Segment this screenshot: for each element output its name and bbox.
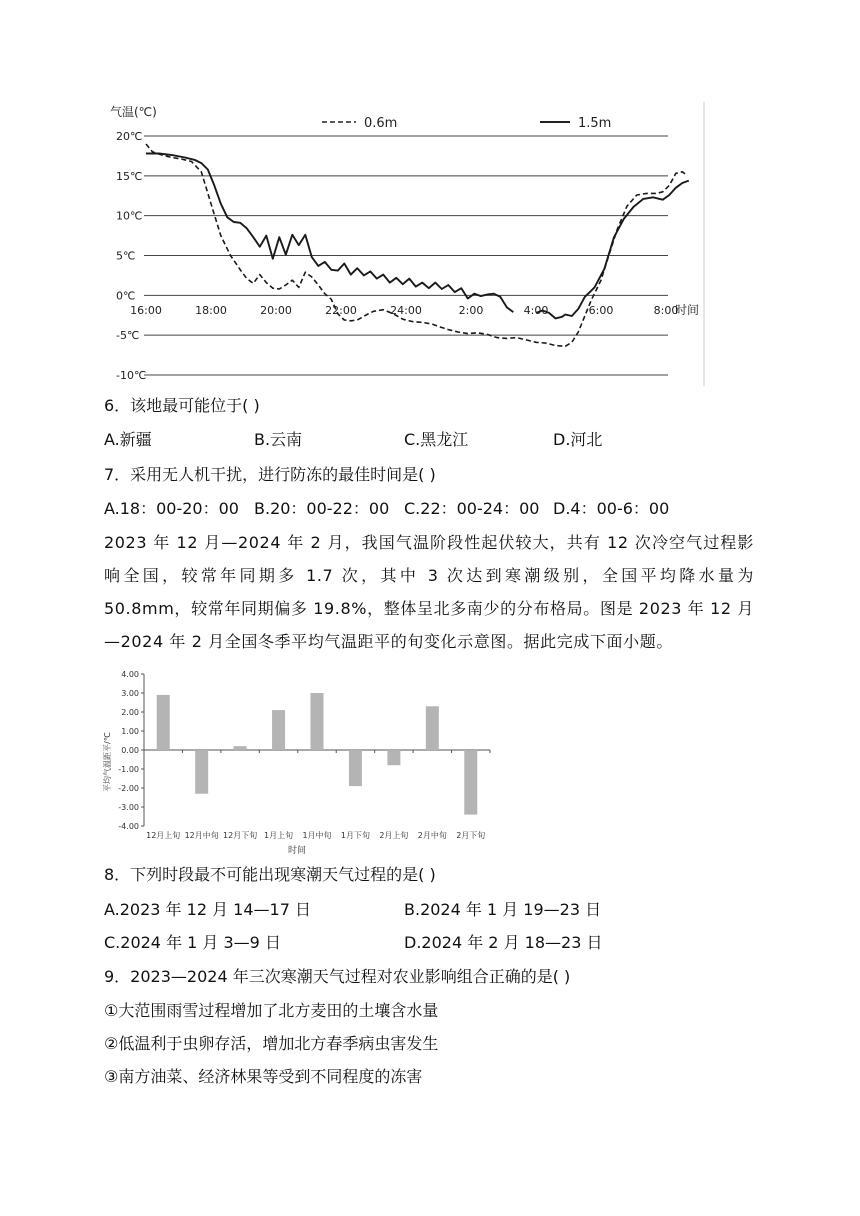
bar-1月中旬 xyxy=(311,693,324,750)
chart2-xtick-label: 2月中旬 xyxy=(417,831,447,840)
legend-label-0.6m: 0.6m xyxy=(364,116,398,131)
chart1-xtick-label: 18:00 xyxy=(195,304,227,317)
chart1-ytick-label: 0℃ xyxy=(116,289,136,303)
chart2-ytick-label: -1.00 xyxy=(118,765,139,774)
chart2-xlabel: 时间 xyxy=(287,846,307,856)
chart2-ytick-label: 2.00 xyxy=(121,708,139,717)
chart2-ytick-label: -4.00 xyxy=(118,822,139,831)
chart2-ytick-label: -3.00 xyxy=(118,803,139,812)
q7-option-b[interactable]: B.20：00-22：00 xyxy=(254,499,390,518)
chart2-xtick-label: 1月上旬 xyxy=(264,831,294,840)
bar-12月下旬 xyxy=(234,746,247,750)
q6-option-c[interactable]: C.黑龙江 xyxy=(404,430,469,449)
bar-12月中旬 xyxy=(195,750,208,794)
chart1-ytick-label: 5℃ xyxy=(116,249,136,263)
chart2-xtick-label: 2月上旬 xyxy=(379,831,409,840)
q7-option-d[interactable]: D.4：00-6：00 xyxy=(553,499,670,518)
question-8-stem: 8．下列时段最不可能出现寒潮天气过程的是( ) xyxy=(104,865,436,884)
q8-option-c[interactable]: C.2024 年 1 月 3—9 日 xyxy=(104,933,281,952)
chart2-xtick-label: 1月下旬 xyxy=(340,831,370,840)
q9-statement-1: ①大范围雨雪过程增加了北方麦田的土壤含水量 xyxy=(104,1001,439,1020)
q9-statement-3: ③南方油菜、经济林果等受到不同程度的冻害 xyxy=(104,1067,423,1086)
question-9-stem: 9．2023—2024 年三次寒潮天气过程对农业影响组合正确的是( ) xyxy=(104,967,571,986)
chart1-ytick-label: -5℃ xyxy=(116,329,140,343)
chart1-background xyxy=(100,98,706,386)
q8-option-b[interactable]: B.2024 年 1 月 19—23 日 xyxy=(404,900,602,919)
chart1-ytick-label: 20℃ xyxy=(116,130,143,143)
q8-option-d[interactable]: D.2024 年 2 月 18—23 日 xyxy=(404,933,603,952)
chart1-xtick-label: 2:00 xyxy=(458,304,484,317)
chart1-xlabel: 时间 xyxy=(675,303,700,317)
chart1-xtick-label: 4:00 xyxy=(523,304,549,317)
q7-option-c[interactable]: C.22：00-24：00 xyxy=(404,499,540,518)
q9-statement-2: ②低温利于虫卵存活，增加北方春季病虫害发生 xyxy=(104,1034,439,1053)
bar-2月上旬 xyxy=(387,750,400,765)
chart2-xtick-label: 2月下旬 xyxy=(456,831,486,840)
chart2-ytick-label: 0.00 xyxy=(121,746,139,755)
chart2-xtick-label: 12月下旬 xyxy=(223,831,258,840)
temperature-anomaly-bar-chart xyxy=(100,664,500,860)
chart1-xtick-label: 24:00 xyxy=(390,304,422,317)
intro-paragraph: 2023 年 12 月—2024 年 2 月，我国气温阶段性起伏较大，共有 12 次冷空气过程影响全国，较常年同期多 1.7 次，其中 3 次达到寒潮级别，全国平均降水量为 50.8mm，较常年同期偏多 19.8%，整体呈北多南少的分布格局。图是 2023 年 12 月—2024 年 2 月全国冬季平均气温距平的旬变化示意图。据此完成下面小题。 xyxy=(104,533,754,651)
chart2-ytick-label: 3.00 xyxy=(121,689,139,698)
q8-option-a[interactable]: A.2023 年 12 月 14—17 日 xyxy=(104,900,311,919)
question-7-stem: 7．采用无人机干扰，进行防冻的最佳时间是( ) xyxy=(104,465,436,484)
chart1-xtick-label: 6:00 xyxy=(588,304,614,317)
chart2-ytick-label: -2.00 xyxy=(118,784,139,793)
chart1-xtick-label: 22:00 xyxy=(325,304,357,317)
chart1-ytick-label: 10℃ xyxy=(116,209,143,223)
bar-1月下旬 xyxy=(349,750,362,786)
chart1-ytick-label: 15℃ xyxy=(116,169,143,183)
chart1-xtick-label: 8:00 xyxy=(653,304,679,317)
chart2-xtick-label: 12月中旬 xyxy=(184,831,219,840)
chart1-xtick-label: 16:00 xyxy=(130,304,162,317)
q6-option-a[interactable]: A.新疆 xyxy=(104,430,152,449)
q6-option-b[interactable]: B.云南 xyxy=(254,430,303,449)
chart1-ytick-label: -10℃ xyxy=(116,369,147,382)
chart2-xtick-label: 1月中旬 xyxy=(302,831,332,840)
question-6-stem: 6．该地最可能位于( ) xyxy=(104,396,260,415)
bar-2月下旬 xyxy=(464,750,477,815)
bar-2月中旬 xyxy=(426,706,439,750)
bar-12月上旬 xyxy=(157,695,170,750)
q7-option-a[interactable]: A.18：00-20：00 xyxy=(104,499,239,518)
chart1-xtick-label: 20:00 xyxy=(260,304,292,317)
chart2-ytick-label: 1.00 xyxy=(121,727,139,736)
chart2-ytick-label: 4.00 xyxy=(121,670,139,679)
q6-option-d[interactable]: D.河北 xyxy=(553,430,603,449)
chart2-xtick-label: 12月上旬 xyxy=(146,831,181,840)
bar-1月上旬 xyxy=(272,710,285,750)
legend-label-1.5m: 1.5m xyxy=(578,116,612,131)
chart1-ylabel: 气温(℃) xyxy=(110,105,157,119)
temperature-line-chart xyxy=(100,98,706,386)
chart2-ylabel: 平均气温距平/℃ xyxy=(103,732,112,792)
